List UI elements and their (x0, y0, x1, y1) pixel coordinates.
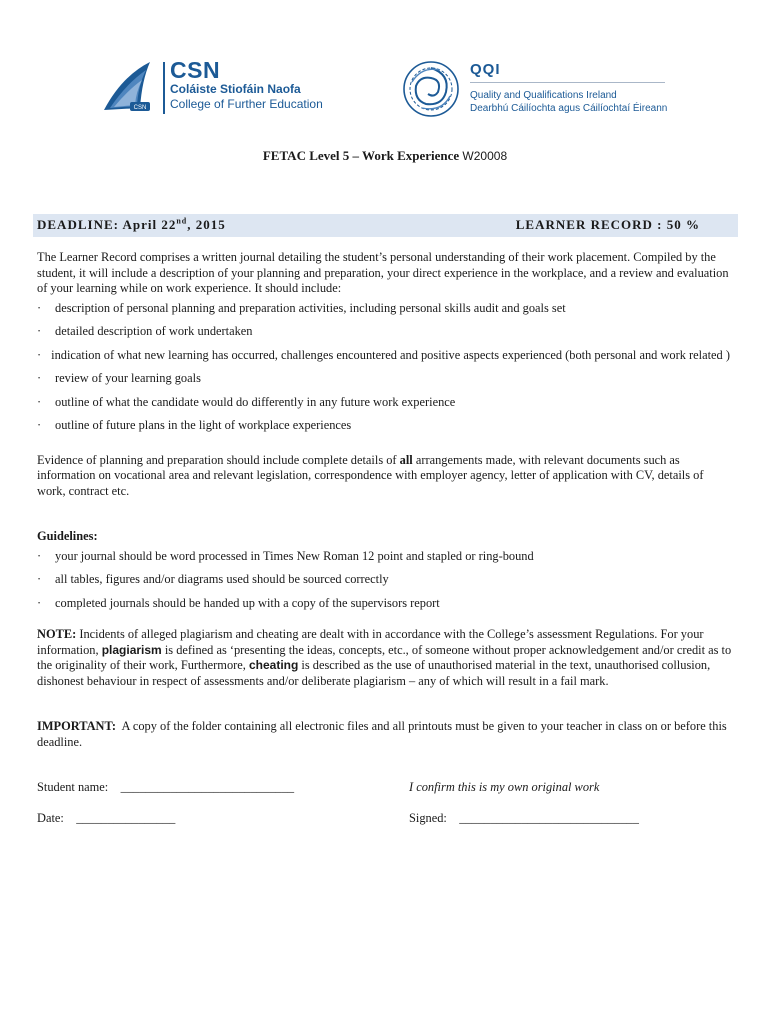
document-body (37, 250, 732, 829)
include-list (37, 301, 732, 434)
document-title (0, 148, 770, 164)
qqi-wordmark (470, 60, 667, 115)
signed-field[interactable]: Signed: _____________________________ (409, 811, 639, 825)
deadline-text: DEADLINE: April 22nd, 2015 (37, 216, 226, 232)
list-item: · review of your learning goals (37, 371, 201, 385)
module-code: W20008 (462, 149, 508, 163)
title-main: FETAC Level 5 – Work Experience (262, 148, 460, 163)
list-item: · detailed description of work undertaken (37, 324, 253, 338)
guidelines-list (37, 549, 732, 612)
csn-abbr: CSN (170, 57, 221, 83)
list-item: · description of personal planning and preparation activities, including personal skills audit and goals set (37, 300, 566, 315)
qqi-name-english: Quality and Qualifications Ireland (470, 90, 617, 101)
csn-logo (100, 58, 330, 120)
deadline-bar (33, 214, 738, 237)
note-paragraph: NOTE: Incidents of alleged plagiarism and cheating are dealt with in accordance with the College’s assessment Regulations. For your information, plagiarism is defined as ‘presenting the ideas, concepts, etc., of someone without proper acknowledgement and/or credit as to the originality of their work, Furthermore, cheating is described as the use of unauthorised material in the text, unauthorised collusion, dishonest behaviour in respect of assessments and/or deliberate plagiarism – any of which will result in a fail mark. (37, 627, 732, 688)
list-item: · indication of what new learning has occurred, challenges encountered and positive aspects experienced (both personal and work related ) (37, 347, 730, 362)
signature-row-2 (37, 811, 732, 829)
list-item: · completed journals should be handed up with a copy of the supervisors report (37, 595, 440, 610)
qqi-rule (470, 82, 665, 83)
qqi-emblem-icon (402, 60, 460, 118)
csn-wordmark (170, 58, 323, 112)
list-item: · all tables, figures and/or diagrams used should be sourced correctly (37, 572, 389, 586)
qqi-abbr: QQI (470, 61, 501, 78)
student-name-field[interactable]: Student name: ____________________________ (37, 780, 295, 794)
csn-mark-text: CSN (133, 105, 147, 111)
intro-paragraph: The Learner Record comprises a written journal detailing the student’s personal understanding of their work placement. Compiled by the student, it will include a description of your planning and preparation, your direct experience in the workplace, and a review and evaluation of your learning while on work experience. It should include: (37, 250, 729, 295)
list-item: · your journal should be word processed in Times New Roman 12 point and stapled or ring-bound (37, 548, 534, 563)
signature-row-1 (37, 780, 732, 798)
csn-emblem-icon (100, 58, 160, 118)
csn-divider (163, 62, 165, 114)
header-logos (0, 0, 770, 130)
date-field[interactable]: Date: ________________ (37, 811, 176, 825)
csn-name-irish: Coláiste Stiofáin Naofa (170, 82, 301, 96)
list-item: · outline of what the candidate would do differently in any future work experience (37, 394, 456, 409)
important-paragraph: IMPORTANT: A copy of the folder containing all electronic files and all printouts must be given to your teacher in class on or before this deadline. (37, 719, 730, 749)
qqi-logo (402, 60, 672, 120)
qqi-name-irish: Dearbhú Cáilíochta agus Cáilíochtaí Éireann (470, 103, 668, 114)
learner-record-weight: LEARNER RECORD : 50 % (515, 217, 700, 232)
originality-statement: I confirm this is my own original work (409, 780, 600, 794)
csn-name-english: College of Further Education (170, 97, 323, 111)
evidence-paragraph: Evidence of planning and preparation should include complete details of all arrangements made, with relevant documents such as information on vocational area and relevant legislation, correspondence with employer agency, letter of application with CV, details of work, contract etc. (37, 452, 704, 498)
guidelines-heading: Guidelines: (37, 529, 98, 543)
list-item: · outline of future plans in the light of workplace experiences (37, 418, 352, 432)
